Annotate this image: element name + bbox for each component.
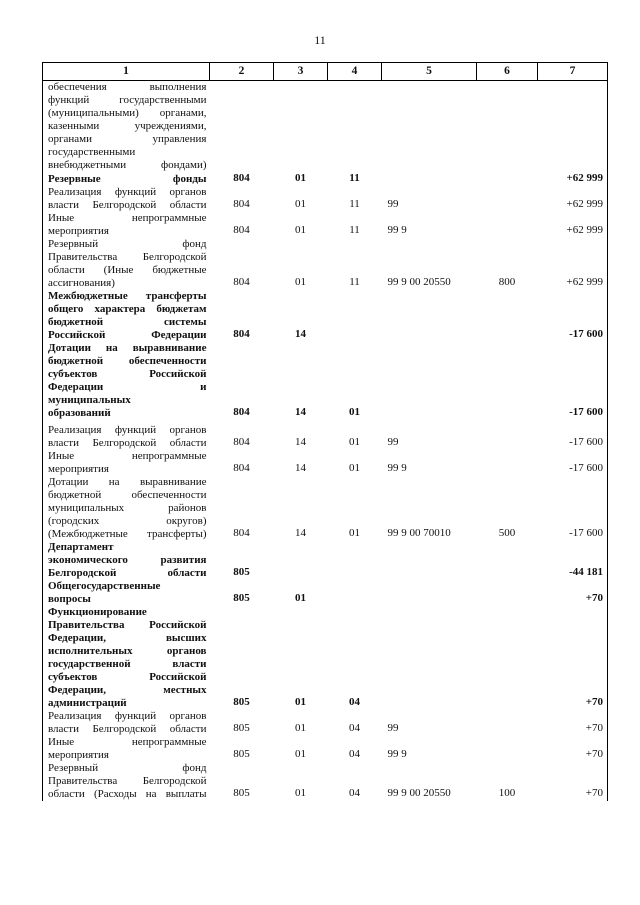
description-line: общего характера бюджетам <box>48 303 207 315</box>
subsection-code: 11 <box>349 198 360 210</box>
ministry-code: 804 <box>233 172 250 184</box>
description-line: Межбюджетные трансферты <box>48 290 207 302</box>
target-article-code <box>382 81 477 173</box>
section-code: 01 <box>295 198 306 210</box>
expense-type-code <box>477 186 538 212</box>
expense-type-code <box>477 606 538 710</box>
amount-value: +62 999 <box>538 212 608 238</box>
row-description <box>43 541 210 580</box>
target-article-code <box>382 606 477 710</box>
table-row <box>43 81 608 173</box>
description-line: области (Иные бюджетные <box>48 264 207 276</box>
description-line: органами управления <box>48 133 207 145</box>
description-line: (Межбюджетные трансферты) <box>48 528 207 540</box>
amount-value: +70 <box>538 580 608 606</box>
ministry-code: 805 <box>233 748 250 760</box>
expense-type-code: 100 <box>498 787 516 799</box>
subsection-code: 01 <box>349 406 360 418</box>
header-col-7: 7 <box>538 63 608 81</box>
subsection-code: 04 <box>349 722 360 734</box>
table-row <box>43 238 608 290</box>
section-code <box>274 81 328 173</box>
row-description <box>43 736 210 762</box>
row-description <box>43 186 210 212</box>
description-line: Функционирование <box>48 606 147 618</box>
row-description <box>43 238 210 290</box>
target-article-code: 99 9 00 70010 <box>387 527 451 539</box>
description-line: Иные непрограммные <box>48 450 207 462</box>
description-line: Федерации, высших <box>48 632 207 644</box>
target-article-code <box>382 342 477 420</box>
description-line: ассигнования) <box>48 277 115 289</box>
section-code: 01 <box>295 276 306 288</box>
description-line: мероприятия <box>48 225 109 237</box>
table-row <box>43 212 608 238</box>
description-line: Реализация функций органов <box>48 710 207 722</box>
ministry-code: 805 <box>233 592 250 604</box>
section-code: 14 <box>295 527 306 539</box>
table-row <box>43 476 608 541</box>
description-line: Иные непрограммные <box>48 212 207 224</box>
table-row <box>43 342 608 420</box>
section-code: 01 <box>295 224 306 236</box>
description-line: Дотации на выравнивание <box>48 476 207 488</box>
description-line: Белгородской области <box>48 567 207 579</box>
table-row <box>43 420 608 450</box>
row-description <box>43 342 210 420</box>
expense-type-code <box>477 81 538 173</box>
description-line: обеспечения выполнения <box>48 81 207 93</box>
header-col-3: 3 <box>274 63 328 81</box>
expense-type-code <box>477 172 538 186</box>
row-description <box>43 172 210 186</box>
subsection-code: 04 <box>349 696 360 708</box>
target-article-code <box>382 172 477 186</box>
amount-value: +70 <box>538 710 608 736</box>
amount-value: -17 600 <box>538 290 608 342</box>
section-code: 14 <box>295 406 306 418</box>
description-line: государственной власти <box>48 658 207 670</box>
description-line: Реализация функций органов <box>48 424 207 436</box>
amount-value: -44 181 <box>538 541 608 580</box>
description-line: внебюджетными фондами) <box>48 159 207 171</box>
row-description <box>43 580 210 606</box>
table-body <box>43 81 608 802</box>
subsection-code <box>328 290 382 342</box>
description-line: Департамент <box>48 541 114 553</box>
expense-type-code <box>477 290 538 342</box>
row-description <box>43 450 210 476</box>
target-article-code: 99 <box>387 722 399 734</box>
table-row <box>43 580 608 606</box>
target-article-code <box>382 580 477 606</box>
subsection-code <box>328 541 382 580</box>
expense-type-code: 500 <box>498 527 516 539</box>
expense-type-code: 800 <box>498 276 516 288</box>
description-line: (городских округов) <box>48 515 207 527</box>
table-row <box>43 762 608 801</box>
subsection-code: 11 <box>349 172 360 184</box>
target-article-code <box>382 541 477 580</box>
expense-type-code <box>477 580 538 606</box>
description-line: Федерации, местных <box>48 684 207 696</box>
table-row <box>43 172 608 186</box>
ministry-code: 804 <box>233 436 250 448</box>
ministry-code: 805 <box>233 696 250 708</box>
description-line: Российской Федерации <box>48 329 207 341</box>
table-row <box>43 541 608 580</box>
row-description <box>43 476 210 541</box>
description-line: власти Белгородской области <box>48 723 207 735</box>
section-code: 01 <box>295 696 306 708</box>
subsection-code <box>328 81 382 173</box>
amount-value: -17 600 <box>538 342 608 420</box>
ministry-code: 805 <box>233 722 250 734</box>
ministry-code: 804 <box>233 198 250 210</box>
expense-type-code <box>477 212 538 238</box>
expense-type-code <box>477 541 538 580</box>
expense-type-code <box>477 342 538 420</box>
description-line: мероприятия <box>48 749 109 761</box>
subsection-code <box>328 580 382 606</box>
description-line: бюджетной системы <box>48 316 207 328</box>
row-description <box>43 606 210 710</box>
subsection-code: 01 <box>349 436 360 448</box>
header-col-5: 5 <box>382 63 477 81</box>
description-line: власти Белгородской области <box>48 437 207 449</box>
section-code <box>274 541 328 580</box>
target-article-code <box>382 290 477 342</box>
description-line: власти Белгородской области <box>48 199 207 211</box>
description-line: Правительства Белгородской <box>48 775 207 787</box>
row-description <box>43 710 210 736</box>
section-code: 01 <box>295 748 306 760</box>
description-line: бюджетной обеспеченности <box>48 489 207 501</box>
description-line: Резервный фонд <box>48 762 207 774</box>
target-article-code: 99 <box>387 198 399 210</box>
budget-table <box>42 62 608 801</box>
ministry-code: 805 <box>233 787 250 799</box>
target-article-code: 99 9 <box>387 748 407 760</box>
amount-value: +70 <box>538 606 608 710</box>
ministry-code: 804 <box>233 276 250 288</box>
description-line: экономического развития <box>48 554 207 566</box>
amount-value <box>538 81 608 173</box>
description-line: Федерации и <box>48 381 207 393</box>
description-line: Дотации на выравнивание <box>48 342 207 354</box>
description-line: субъектов Российской <box>48 368 207 380</box>
table-header-row <box>43 63 608 81</box>
description-line: государственными <box>48 146 136 158</box>
table-row <box>43 290 608 342</box>
table-row <box>43 710 608 736</box>
ministry-code: 804 <box>233 527 250 539</box>
description-line: муниципальных <box>48 394 131 406</box>
target-article-code: 99 9 <box>387 462 407 474</box>
target-article-code: 99 <box>387 436 399 448</box>
amount-value: -17 600 <box>538 420 608 450</box>
section-code: 01 <box>295 722 306 734</box>
description-line: Правительства Российской <box>48 619 207 631</box>
row-description <box>43 290 210 342</box>
section-code: 14 <box>295 462 306 474</box>
description-line: Иные непрограммные <box>48 736 207 748</box>
table-row <box>43 186 608 212</box>
expense-type-code <box>477 710 538 736</box>
amount-value: +70 <box>538 736 608 762</box>
ministry-code: 804 <box>233 406 250 418</box>
subsection-code: 11 <box>349 224 360 236</box>
header-col-6: 6 <box>477 63 538 81</box>
expense-type-code <box>477 450 538 476</box>
amount-value: +62 999 <box>538 186 608 212</box>
amount-value: +62 999 <box>538 238 608 290</box>
ministry-code: 804 <box>233 328 250 340</box>
description-line: области (Расходы на выплаты <box>48 788 207 800</box>
expense-type-code <box>477 420 538 450</box>
description-line: Общегосударственные <box>48 580 161 592</box>
description-line: (муниципальными) органами, <box>48 107 207 119</box>
header-col-1: 1 <box>43 63 210 81</box>
ministry-code <box>210 81 274 173</box>
table-row <box>43 450 608 476</box>
description-line: исполнительных органов <box>48 645 207 657</box>
amount-value: +70 <box>538 762 608 801</box>
description-line: субъектов Российской <box>48 671 207 683</box>
ministry-code: 804 <box>233 462 250 474</box>
description-line: бюджетной обеспеченности <box>48 355 207 367</box>
section-code: 01 <box>295 172 306 184</box>
row-description <box>43 762 210 801</box>
section-code: 14 <box>295 436 306 448</box>
expense-type-code <box>477 736 538 762</box>
description-line: казенными учреждениями, <box>48 120 207 132</box>
description-line: Правительства Белгородской <box>48 251 207 263</box>
table-row <box>43 606 608 710</box>
target-article-code: 99 9 00 20550 <box>387 276 451 288</box>
description-line: функций государственными <box>48 94 207 106</box>
description-line: образований <box>48 407 111 419</box>
subsection-code: 11 <box>349 276 360 288</box>
row-description <box>43 420 210 450</box>
subsection-code: 04 <box>349 787 360 799</box>
amount-value: -17 600 <box>538 476 608 541</box>
section-code: 14 <box>295 328 306 340</box>
table-row <box>43 736 608 762</box>
subsection-code: 01 <box>349 527 360 539</box>
header-col-2: 2 <box>210 63 274 81</box>
subsection-code: 01 <box>349 462 360 474</box>
amount-value: -17 600 <box>538 450 608 476</box>
description-line: Резервные фонды <box>48 173 207 185</box>
header-col-4: 4 <box>328 63 382 81</box>
description-line: мероприятия <box>48 463 109 475</box>
description-line: администраций <box>48 697 127 709</box>
page-number: 11 <box>314 33 326 47</box>
row-description <box>43 212 210 238</box>
subsection-code: 04 <box>349 748 360 760</box>
description-line: Резервный фонд <box>48 238 207 250</box>
target-article-code: 99 9 <box>387 224 407 236</box>
description-line: муниципальных районов <box>48 502 207 514</box>
ministry-code: 804 <box>233 224 250 236</box>
ministry-code: 805 <box>233 566 250 578</box>
target-article-code: 99 9 00 20550 <box>387 787 451 799</box>
description-line: вопросы <box>48 593 91 605</box>
row-description <box>43 81 210 173</box>
amount-value: +62 999 <box>538 172 608 186</box>
section-code: 01 <box>295 592 306 604</box>
description-line: Реализация функций органов <box>48 186 207 198</box>
section-code: 01 <box>295 787 306 799</box>
